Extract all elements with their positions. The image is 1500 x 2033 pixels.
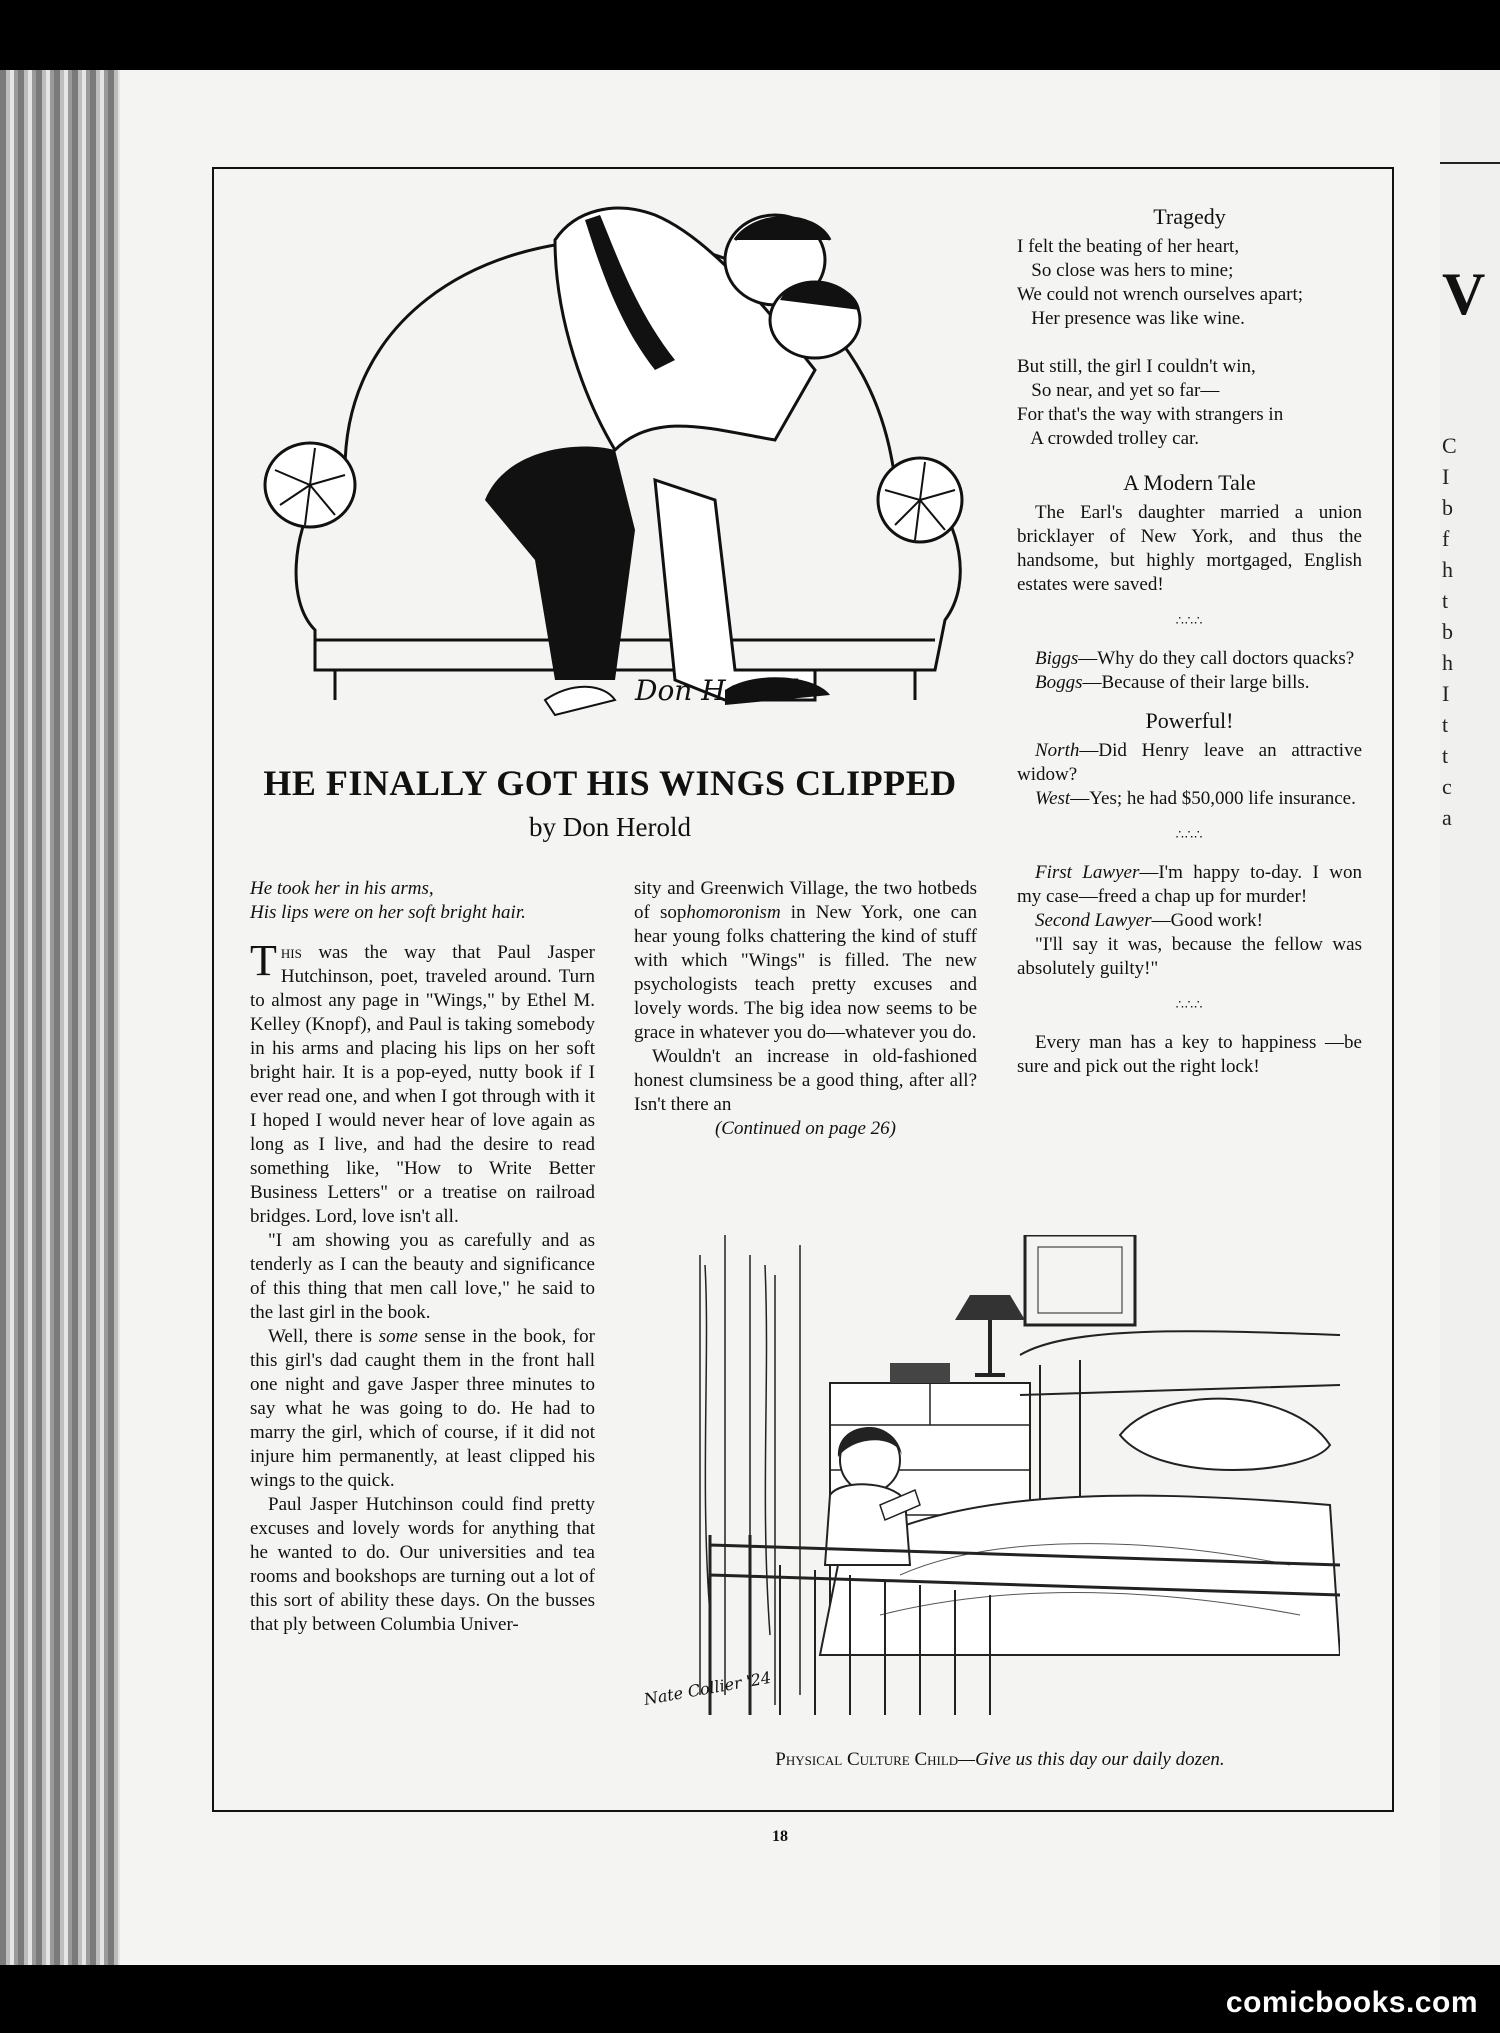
drop-cap: T [250, 936, 277, 985]
facing-page-rule [1440, 162, 1500, 164]
paragraph-3: Well, there is some sense in the book, for this girl's dad caught them in the front hall one night and gave Jasper three minutes to say what he was going to do. He had to marry the girl, which of course, if it did not injure him permanently, at least clipped his wings to the quick. [250, 1326, 595, 1491]
sofa-cushion-left [265, 443, 355, 527]
article-title: HE FINALLY GOT HIS WINGS CLIPPED [263, 763, 957, 803]
book-page-stack [0, 70, 120, 1965]
section-divider: ∴∴∴ [1175, 997, 1204, 1012]
lamp [955, 1295, 1025, 1375]
modern-tale-title: A Modern Tale [1123, 470, 1256, 495]
sofa-cushion-right [878, 458, 962, 542]
facing-page-edge [1440, 70, 1500, 1965]
continued-notice: (Continued on page 26) [714, 1118, 896, 1139]
modern-tale-text: The Earl's daughter married a union bricklayer of New York, and thus the handsome, but highly mortgaged, English estates were saved! [1017, 502, 1362, 595]
second-lawyer-line-2: "I'll say it was, because the fellow was absolutely guilty!" [1017, 934, 1362, 979]
paragraph-5: sity and Greenwich Village, the two hotbeds of sophomoronism in New York, one can hear young folks chattering the kind of stuff with which "Wings" is filled. The new psychologists teach pretty excuses and lovely words. The big idea now seems to be grace in whatever you do—whatever you do. [634, 878, 977, 1043]
first-lawyer-line: First Lawyer—I'm happy to-day. I won my case—freed a chap up for murder! [1017, 862, 1363, 907]
article-column-1 [250, 877, 595, 1637]
sidebar-column [1017, 205, 1362, 1079]
cartoon-signature-top: Don Herold [635, 674, 800, 707]
watermark: comicbooks.com [1225, 1986, 1478, 2019]
cartoon-caption: Physical Culture Child—Give us this day our daily dozen. [775, 1749, 1225, 1770]
facing-page-letter: V [1442, 261, 1486, 327]
article-byline: by Don Herold [529, 812, 691, 842]
tragedy-poem: I felt the beating of her heart, So close was hers to mine; We could not wrench ourselves apart; Her presence was like wine. But still, the girl I couldn't win, So near, and yet so far— For that's the way with strangers in A crowded trolley car. [1017, 236, 1304, 449]
epigraph: He took her in his arms, His lips were on her soft bright hair. [250, 878, 526, 923]
north-line: North—Did Henry leave an attractive widow? [1017, 740, 1362, 785]
pillow [1120, 1399, 1330, 1470]
key-joke: Every man has a key to happiness —be sure and pick out the right lock! [1017, 1032, 1362, 1077]
section-divider: ∴∴∴ [1175, 827, 1204, 842]
wall-picture [1025, 1235, 1135, 1325]
page-number: 18 [772, 1828, 788, 1845]
section-divider: ∴∴∴ [1175, 613, 1204, 628]
cartoon-signature-bottom: Nate Collier '24 [642, 1667, 773, 1709]
paragraph-6: Wouldn't an increase in old-fashioned honest clumsiness be a good thing, after all? Isn't there an [634, 1046, 977, 1115]
powerful-title: Powerful! [1145, 708, 1234, 733]
paragraph-2: "I am showing you as carefully and as tenderly as I can the beauty and significance of this thing that men call love," he said to the last girl in the book. [250, 1230, 595, 1323]
paragraph-1: This was the way that Paul Jasper Hutchinson, poet, traveled around. Turn to almost any page in "Wings," by Ethel M. Kelley (Knopf), and Paul is taking somebody in his arms and placing his lips on her soft bright hair. It is a pop-eyed, nutty book if I ever read one, and when I got through with it I hoped I would never hear of love again as long as I live, and had the desire to read something like, "How to Write Better Business Letters" or a treatise on railroad bridges. Lord, love isn't all. [250, 936, 595, 1227]
biggs-line: Biggs—Why do they call doctors quacks? [1035, 648, 1355, 669]
west-line: West—Yes; he had $50,000 life insurance. [1035, 788, 1356, 809]
article-column-2 [634, 877, 977, 1141]
paragraph-4: Paul Jasper Hutchinson could find pretty excuses and lovely words for anything that he wanted to do. Our universities and tea rooms and bookshops are turning out a lot of this sort of ability these days. On the busses that ply between Columbia Univer- [250, 1494, 595, 1635]
couple-on-sofa-cartoon [255, 200, 975, 730]
boggs-line: Boggs—Because of their large bills. [1035, 672, 1310, 693]
facing-page-text: C I b f h t b h I t t c a [1442, 433, 1457, 830]
tragedy-title: Tragedy [1153, 204, 1226, 229]
second-lawyer-line: Second Lawyer—Good work! [1035, 910, 1263, 931]
child-praying-cartoon [640, 1235, 1340, 1735]
